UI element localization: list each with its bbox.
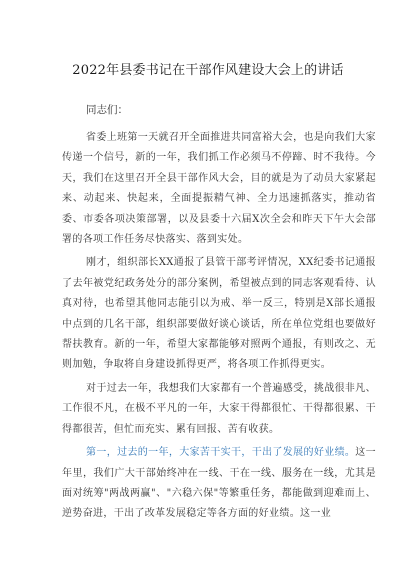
first-point-body: 这一年里，我们广大干部始终冲在一线、干在一线、服务在一线，尤其是面对统筹"两战两赢"、"六稳六保"等繁重任务，都能做到迎难而上、逆势奋进，干出了改革发展稳定等各方面的好业绩。这一业 <box>62 447 376 520</box>
speech-title: 2022年县委书记在干部作风建设大会上的讲话 <box>72 63 344 78</box>
paragraph-review: 对于过去一年，我想我们大家都有一个普遍感受，挑战很非凡、工作很不凡，在极不平凡的一年，大家干得都很忙、干得都很累、干得都很苦，但忙而充实、累有回报、苦有收获。 <box>62 382 376 435</box>
first-point-heading: 第一，过去的一年，大家苦干实干，干出了发展的好业绩。 <box>86 447 356 459</box>
paragraph-opening: 省委上班第一天就召开全面推进共同富裕大会，也是向我们大家传递一个信号，新的一年，我们抓工作必须马不停蹄、时不我待。今天，我们在这里召开全县干部作风大会，目的就是为了动员大家紧起来、动起来、快起来，全面提振精气神、全力迅速抓落实，推动省委、市委各项决策部署，以及县委十六届X次全会和昨天下午大会部署的各项工作任务尽快落实、落到实处。 <box>62 132 376 246</box>
paragraph-first-point <box>62 443 376 525</box>
salutation: 同志们： <box>86 104 128 116</box>
paragraph-reports: 刚才，组织部长XX通报了县管干部考评情况，XX纪委书记通报了去年被党纪政务处分的部分案例，希望被点到的同志客观看待、认真对待，也希望其他同志能引以为戒、举一反三，特别是X部长通报中点到的几名干部，组织部要做好谈心谈话，所在单位党组也要做好帮扶教育。新的一年，希望大家都能够对照两个通报，有则改之、无则加勉，争取将自身建设抓得更严，将各项工作抓得更实。 <box>62 257 376 371</box>
